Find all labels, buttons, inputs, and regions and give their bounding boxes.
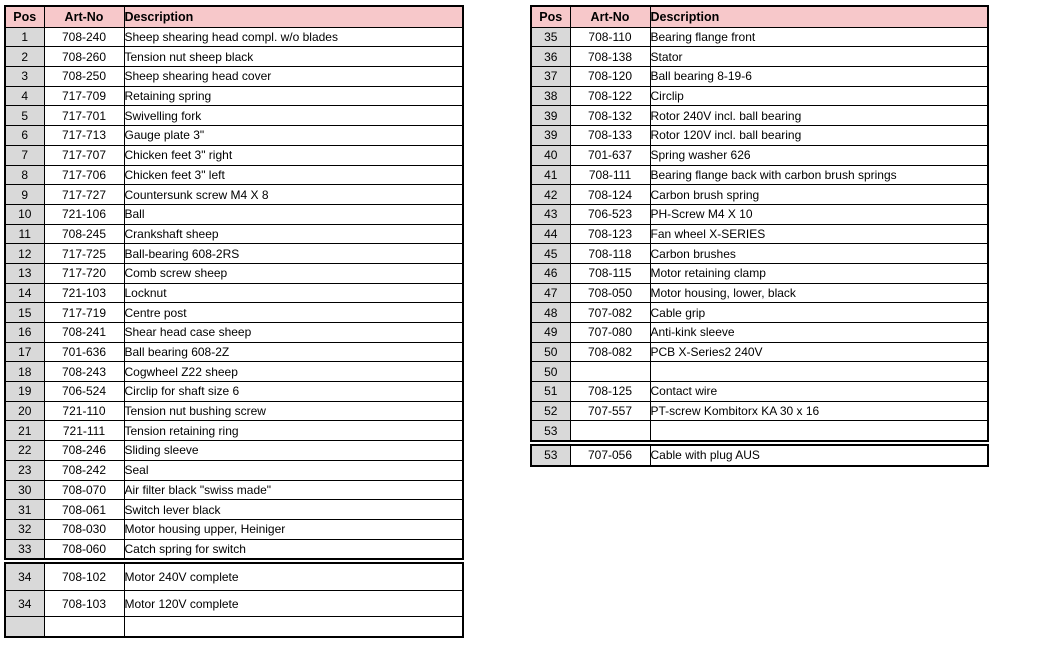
art-no-cell: 717-709 [44,86,124,106]
pos-cell: 23 [5,460,44,480]
table-header-row [5,6,463,27]
description-cell: Comb screw sheep [124,263,463,283]
pos-cell: 33 [5,539,44,559]
art-no-cell: 708-124 [570,185,650,205]
art-no-cell: 708-245 [44,224,124,244]
art-no-cell: 707-082 [570,303,650,323]
pos-cell: 34 [5,590,44,617]
table-row [5,480,463,500]
table-row [5,106,463,126]
description-cell: Bearing flange front [650,27,988,47]
description-cell: Tension nut sheep black [124,47,463,67]
description-cell: Swivelling fork [124,106,463,126]
description-cell: Fan wheel X-SERIES [650,224,988,244]
description-cell: Bearing flange back with carbon brush springs [650,165,988,185]
table-row [5,126,463,146]
description-cell: Shear head case sheep [124,323,463,343]
left-column [4,5,464,638]
table-row [5,563,463,590]
table-row [531,224,988,244]
table-row [5,224,463,244]
art-no-cell: 721-110 [44,401,124,421]
pos-cell: 50 [531,362,570,382]
table-row [531,47,988,67]
art-no-cell: 708-120 [570,67,650,87]
description-cell: Motor retaining clamp [650,263,988,283]
description-cell: Countersunk screw M4 X 8 [124,185,463,205]
pos-cell: 35 [531,27,570,47]
pos-cell: 6 [5,126,44,146]
pos-cell: 44 [531,224,570,244]
description-cell: Anti-kink sleeve [650,323,988,343]
description-cell: Circlip [650,86,988,106]
table-row [531,263,988,283]
description-cell: Cogwheel Z22 sheep [124,362,463,382]
pos-cell: 47 [531,283,570,303]
pos-cell: 14 [5,283,44,303]
art-no-cell: 708-102 [44,563,124,590]
table-row [5,401,463,421]
description-cell: Tension nut bushing screw [124,401,463,421]
art-no-cell: 708-111 [570,165,650,185]
table-row [531,445,988,466]
pos-cell: 15 [5,303,44,323]
pos-cell: 12 [5,244,44,264]
table-row [531,165,988,185]
art-no-cell: 717-706 [44,165,124,185]
table-row [5,145,463,165]
table-row [5,519,463,539]
description-cell: Chicken feet 3" right [124,145,463,165]
table-row [531,27,988,47]
art-no-cell: 708-246 [44,441,124,461]
pos-cell: 2 [5,47,44,67]
table-row [5,263,463,283]
description-cell: Ball bearing 608-2Z [124,342,463,362]
art-no-cell: 708-110 [570,27,650,47]
art-no-cell: 717-720 [44,263,124,283]
pos-cell: 22 [5,441,44,461]
table-row [531,362,988,382]
pos-cell: 19 [5,382,44,402]
description-column-header: Description [124,6,463,27]
table-row [5,460,463,480]
table-row [531,421,988,441]
pos-cell: 41 [531,165,570,185]
table-row [5,67,463,87]
table-row [5,421,463,441]
table-row [5,27,463,47]
description-cell: Ball bearing 8-19-6 [650,67,988,87]
table-row [531,283,988,303]
pos-cell: 51 [531,382,570,402]
art-no-cell: 706-523 [570,204,650,224]
description-cell: Stator [650,47,988,67]
right-parts-table [530,5,989,442]
table-row [5,323,463,343]
table-row [5,47,463,67]
description-cell: Tension retaining ring [124,421,463,441]
pos-cell: 39 [531,106,570,126]
table-row [5,185,463,205]
description-cell: Sheep shearing head cover [124,67,463,87]
description-cell: Rotor 240V incl. ball bearing [650,106,988,126]
art-no-cell: 708-138 [570,47,650,67]
art-no-cell: 708-115 [570,263,650,283]
table-row [531,106,988,126]
pos-cell: 32 [5,519,44,539]
pos-cell: 13 [5,263,44,283]
description-cell: Carbon brushes [650,244,988,264]
art-no-cell: 708-103 [44,590,124,617]
art-no-cell: 708-132 [570,106,650,126]
description-cell: Cable grip [650,303,988,323]
table-row [5,590,463,617]
table-row [5,86,463,106]
description-cell: Rotor 120V incl. ball bearing [650,126,988,146]
table-row [531,145,988,165]
table-row [531,303,988,323]
table-row [531,204,988,224]
art-no-cell: 708-133 [570,126,650,146]
art-no-cell: 701-636 [44,342,124,362]
art-no-cell: 708-122 [570,86,650,106]
pos-cell: 21 [5,421,44,441]
pos-cell: 31 [5,500,44,520]
art-no-cell [570,362,650,382]
art-no-cell: 708-050 [570,283,650,303]
art-no-cell: 708-123 [570,224,650,244]
pos-cell: 36 [531,47,570,67]
table-row [5,204,463,224]
description-cell: Air filter black "swiss made" [124,480,463,500]
pos-cell: 9 [5,185,44,205]
art-no-cell: 717-701 [44,106,124,126]
pos-cell: 39 [531,126,570,146]
art-no-cell: 717-719 [44,303,124,323]
description-cell: Motor housing, lower, black [650,283,988,303]
table-row [5,441,463,461]
description-cell: Retaining spring [124,86,463,106]
art-no-cell: 708-030 [44,519,124,539]
description-cell: Crankshaft sheep [124,224,463,244]
pos-cell: 3 [5,67,44,87]
pos-cell: 16 [5,323,44,343]
pos-cell: 20 [5,401,44,421]
table-row [531,126,988,146]
left-parts-table [4,5,464,560]
description-cell: Carbon brush spring [650,185,988,205]
pos-cell: 46 [531,263,570,283]
art-no-cell: 707-557 [570,401,650,421]
art-no-cell: 706-524 [44,382,124,402]
art-no-cell: 708-241 [44,323,124,343]
description-column-header: Description [650,6,988,27]
art-no-cell: 708-240 [44,27,124,47]
description-cell: Spring washer 626 [650,145,988,165]
table-row [5,244,463,264]
description-cell: Catch spring for switch [124,539,463,559]
table-row [5,303,463,323]
art-no-cell: 721-106 [44,204,124,224]
pos-cell: 49 [531,323,570,343]
table-row [5,617,463,637]
table-row [531,382,988,402]
art-no-cell: 708-082 [570,342,650,362]
art-no-column-header: Art-No [44,6,124,27]
description-cell: Motor 240V complete [124,563,463,590]
table-row [5,382,463,402]
table-row [5,283,463,303]
table-row [5,539,463,559]
pos-cell: 4 [5,86,44,106]
art-no-cell: 708-250 [44,67,124,87]
pos-cell: 52 [531,401,570,421]
art-no-cell: 708-260 [44,47,124,67]
art-no-cell: 708-070 [44,480,124,500]
pos-cell: 11 [5,224,44,244]
pos-cell: 40 [531,145,570,165]
art-no-cell [44,617,124,637]
art-no-cell: 708-060 [44,539,124,559]
description-cell: Ball [124,204,463,224]
pos-cell: 1 [5,27,44,47]
description-cell: Cable with plug AUS [650,445,988,466]
pos-cell: 10 [5,204,44,224]
pos-cell: 48 [531,303,570,323]
description-cell [650,362,988,382]
table-row [531,401,988,421]
art-no-cell: 707-080 [570,323,650,343]
description-cell [124,617,463,637]
pos-cell: 17 [5,342,44,362]
table-row [531,185,988,205]
pos-cell: 45 [531,244,570,264]
table-row [531,67,988,87]
description-cell: Sliding sleeve [124,441,463,461]
art-no-cell: 707-056 [570,445,650,466]
description-cell: Gauge plate 3" [124,126,463,146]
art-no-cell: 708-125 [570,382,650,402]
description-cell: PCB X-Series2 240V [650,342,988,362]
description-cell: Centre post [124,303,463,323]
pos-cell: 34 [5,563,44,590]
art-no-cell: 717-707 [44,145,124,165]
description-cell: Seal [124,460,463,480]
table-row [5,165,463,185]
pos-cell: 5 [5,106,44,126]
description-cell: Sheep shearing head compl. w/o blades [124,27,463,47]
right-parts-table-extra [530,444,989,467]
art-no-cell: 717-725 [44,244,124,264]
description-cell: Circlip for shaft size 6 [124,382,463,402]
pos-cell: 8 [5,165,44,185]
pos-cell [5,617,44,637]
description-cell: Switch lever black [124,500,463,520]
pos-cell: 50 [531,342,570,362]
pos-cell: 18 [5,362,44,382]
pos-cell: 37 [531,67,570,87]
art-no-cell: 708-242 [44,460,124,480]
description-cell: Motor 120V complete [124,590,463,617]
art-no-cell: 717-727 [44,185,124,205]
description-cell: PT-screw Kombitorx KA 30 x 16 [650,401,988,421]
pos-cell: 30 [5,480,44,500]
table-row [531,86,988,106]
pos-cell: 42 [531,185,570,205]
art-no-cell: 708-243 [44,362,124,382]
pos-cell: 38 [531,86,570,106]
art-no-cell: 701-637 [570,145,650,165]
art-no-cell: 708-118 [570,244,650,264]
art-no-cell: 721-103 [44,283,124,303]
table-row [5,500,463,520]
pos-column-header: Pos [5,6,44,27]
table-row [5,342,463,362]
pos-cell: 53 [531,445,570,466]
pos-cell: 53 [531,421,570,441]
pos-column-header: Pos [531,6,570,27]
table-row [5,362,463,382]
pos-cell: 43 [531,204,570,224]
description-cell: Chicken feet 3" left [124,165,463,185]
table-row [531,342,988,362]
table-row [531,323,988,343]
description-cell [650,421,988,441]
art-no-cell: 717-713 [44,126,124,146]
left-parts-table-extra [4,562,464,638]
art-no-cell [570,421,650,441]
table-row [531,244,988,264]
pos-cell: 7 [5,145,44,165]
description-cell: Contact wire [650,382,988,402]
description-cell: Locknut [124,283,463,303]
art-no-cell: 721-111 [44,421,124,441]
description-cell: Ball-bearing 608-2RS [124,244,463,264]
description-cell: Motor housing upper, Heiniger [124,519,463,539]
description-cell: PH-Screw M4 X 10 [650,204,988,224]
art-no-cell: 708-061 [44,500,124,520]
table-header-row [531,6,988,27]
right-column [530,5,989,467]
art-no-column-header: Art-No [570,6,650,27]
